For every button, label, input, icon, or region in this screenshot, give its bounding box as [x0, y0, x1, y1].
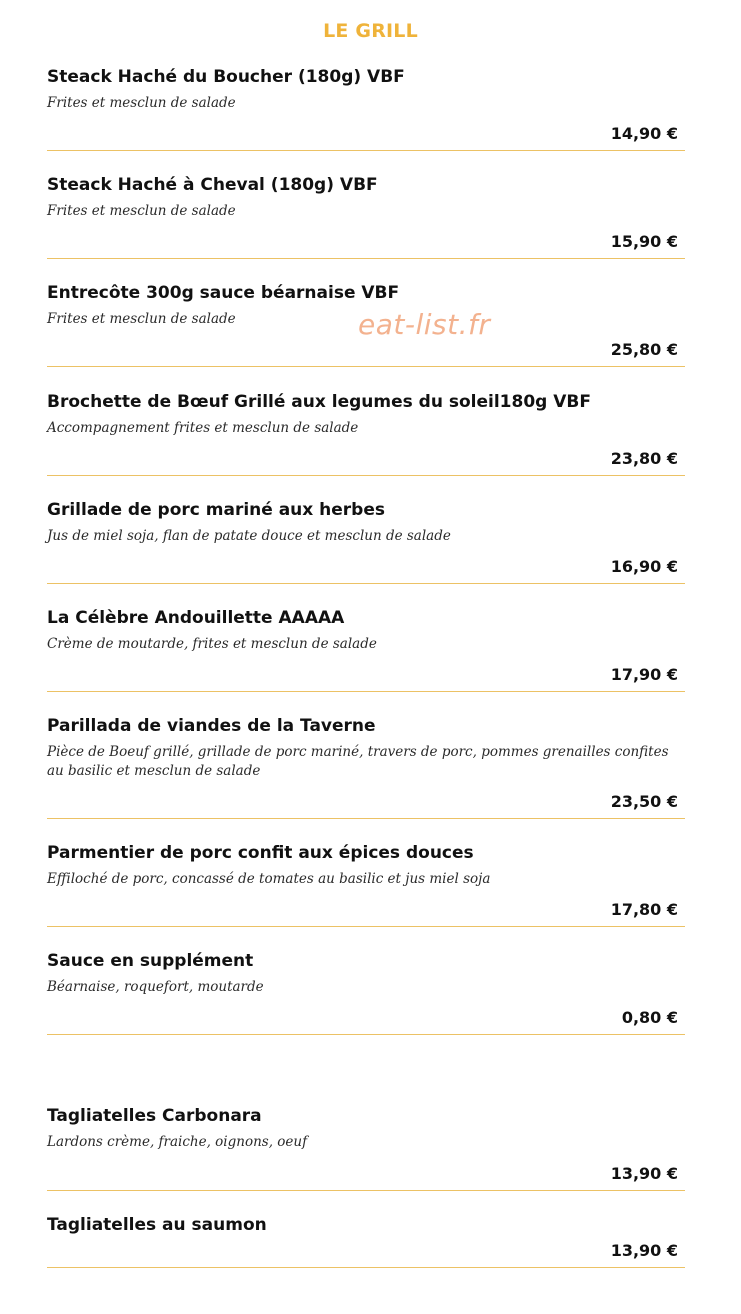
menu-item-name: Grillade de porc mariné aux herbes: [47, 500, 385, 520]
menu-item-price: 23,50 €: [610, 792, 678, 811]
menu-item: [47, 175, 685, 259]
menu-item-description: Lardons crème, fraiche, oignons, oeuf: [47, 1134, 308, 1150]
menu-item: [47, 716, 685, 819]
menu-item-description: Frites et mesclun de salade: [47, 95, 236, 111]
menu-item-name: Tagliatelles Carbonara: [47, 1106, 262, 1126]
menu-item-name: La Célèbre Andouillette AAAAA: [47, 608, 345, 628]
menu-item-description: Pièce de Boeuf grillé, grillade de porc mariné, travers de porc, pommes grenailles confites au basilic et mesclun de salade: [47, 744, 669, 779]
menu-item-description: Frites et mesclun de salade: [47, 203, 236, 219]
divider: [47, 1034, 685, 1035]
menu-item-name: Steack Haché à Cheval (180g) VBF: [47, 175, 378, 195]
divider: [47, 818, 685, 819]
menu-item-price: 13,90 €: [610, 1164, 678, 1183]
menu-item-name: Entrecôte 300g sauce béarnaise VBF: [47, 283, 400, 303]
menu-item-price: 15,90 €: [610, 232, 678, 251]
divider: [47, 691, 685, 692]
menu-item-description: Jus de miel soja, flan de patate douce et mesclun de salade: [47, 528, 451, 544]
menu-item: [47, 608, 685, 692]
menu-item: [47, 283, 685, 367]
section-title: LE GRILL: [323, 20, 418, 42]
menu-item: [47, 951, 685, 1035]
divider: [47, 926, 685, 927]
divider: [47, 258, 685, 259]
divider: [47, 366, 685, 367]
menu-item-price: 13,90 €: [610, 1241, 678, 1260]
menu-item-price: 17,80 €: [610, 900, 678, 919]
menu-item-price: 23,80 €: [610, 449, 678, 468]
menu-item-name: Parillada de viandes de la Taverne: [47, 716, 376, 736]
menu-item: [47, 500, 685, 584]
menu-item-description: Frites et mesclun de salade: [47, 311, 236, 327]
menu-item-name: Sauce en supplément: [47, 951, 254, 971]
menu-item-description: Accompagnement frites et mesclun de salade: [47, 420, 359, 436]
menu-item-price: 16,90 €: [610, 557, 678, 576]
menu-item-description: Béarnaise, roquefort, moutarde: [47, 979, 264, 995]
menu-item-name: Steack Haché du Boucher (180g) VBF: [47, 67, 405, 87]
watermark: eat-list.fr: [358, 308, 491, 341]
menu-item-description: Crème de moutarde, frites et mesclun de salade: [47, 636, 377, 652]
menu-item: [47, 392, 685, 476]
menu-item-name: Brochette de Bœuf Grillé aux legumes du soleil180g VBF: [47, 392, 591, 412]
menu-item-price: 25,80 €: [610, 340, 678, 359]
menu-item-price: 14,90 €: [610, 124, 678, 143]
menu-item-description: Effiloché de porc, concassé de tomates au basilic et jus miel soja: [47, 871, 491, 887]
divider: [47, 583, 685, 584]
menu-item-price: 0,80 €: [621, 1008, 678, 1027]
menu-item-name: Tagliatelles au saumon: [47, 1215, 267, 1235]
menu-item-name: Parmentier de porc confit aux épices douces: [47, 843, 474, 863]
divider: [47, 1190, 685, 1191]
menu-item: [47, 1106, 685, 1192]
divider: [47, 150, 685, 151]
divider: [47, 1267, 685, 1268]
menu-item: [47, 67, 685, 151]
menu-item-price: 17,90 €: [610, 665, 678, 684]
divider: [47, 475, 685, 476]
menu-item: [47, 843, 685, 927]
menu-item: [47, 1215, 685, 1269]
